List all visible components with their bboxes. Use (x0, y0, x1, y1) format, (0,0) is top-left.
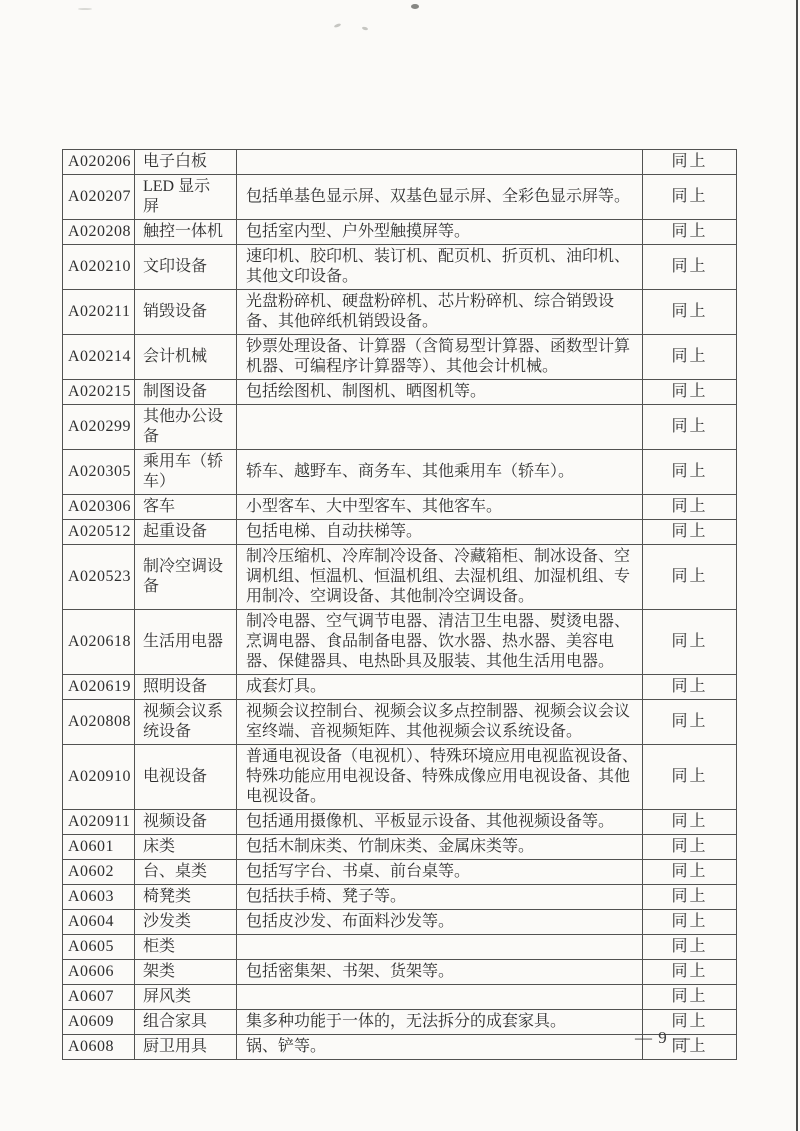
code-cell: A0607 (63, 985, 135, 1010)
desc-cell (237, 405, 643, 450)
code-cell: A020619 (63, 675, 135, 700)
procurement-category-table (62, 149, 737, 1060)
desc-cell: 钞票处理设备、计算器（含简易型计算器、函数型计算机器、可编程序计算器等）、其他会计机械。 (237, 335, 643, 380)
code-cell: A020618 (63, 610, 135, 675)
name-cell: 乘用车（轿车） (135, 450, 237, 495)
table-row (63, 175, 737, 220)
desc-cell (237, 150, 643, 175)
note-cell: 同上 (643, 175, 737, 220)
code-cell: A020214 (63, 335, 135, 380)
desc-cell: 包括扶手椅、凳子等。 (237, 885, 643, 910)
desc-cell: 包括电梯、自动扶梯等。 (237, 520, 643, 545)
table-row (63, 520, 737, 545)
scanner-edge-line (796, 0, 798, 1131)
note-cell: 同上 (643, 245, 737, 290)
desc-cell: 包括写字台、书桌、前台桌等。 (237, 860, 643, 885)
note-cell: 同上 (643, 220, 737, 245)
code-cell: A0603 (63, 885, 135, 910)
table-row (63, 245, 737, 290)
table-row (63, 495, 737, 520)
code-cell: A020215 (63, 380, 135, 405)
code-cell: A020808 (63, 700, 135, 745)
code-cell: A020305 (63, 450, 135, 495)
note-cell: 同上 (643, 380, 737, 405)
table-row (63, 335, 737, 380)
name-cell: 视频设备 (135, 810, 237, 835)
name-cell: 厨卫用具 (135, 1035, 237, 1060)
code-cell: A020211 (63, 290, 135, 335)
table-row (63, 745, 737, 810)
desc-cell: 制冷压缩机、冷库制冷设备、冷藏箱柜、制冰设备、空调机组、恒温机、恒温机组、去湿机组、加湿机组、专用制冷、空调设备、其他制冷空调设备。 (237, 545, 643, 610)
desc-cell: 速印机、胶印机、装订机、配页机、折页机、油印机、其他文印设备。 (237, 245, 643, 290)
name-cell: 台、桌类 (135, 860, 237, 885)
desc-cell: 普通电视设备（电视机）、特殊环境应用电视监视设备、特殊功能应用电视设备、特殊成像应用电视设备、其他电视设备。 (237, 745, 643, 810)
page-number: — 9 — (635, 1028, 691, 1047)
name-cell: 电视设备 (135, 745, 237, 810)
code-cell: A0604 (63, 910, 135, 935)
note-cell: 同上 (643, 450, 737, 495)
table-row (63, 675, 737, 700)
name-cell: 触控一体机 (135, 220, 237, 245)
desc-cell (237, 935, 643, 960)
name-cell: 椅凳类 (135, 885, 237, 910)
desc-cell: 包括单基色显示屏、双基色显示屏、全彩色显示屏等。 (237, 175, 643, 220)
desc-cell: 包括通用摄像机、平板显示设备、其他视频设备等。 (237, 810, 643, 835)
note-cell: 同上 (643, 495, 737, 520)
scan-artifact (334, 23, 342, 28)
name-cell: 视频会议系统设备 (135, 700, 237, 745)
note-cell: 同上 (643, 675, 737, 700)
note-cell: 同上 (643, 545, 737, 610)
name-cell: 屏风类 (135, 985, 237, 1010)
table-row (63, 405, 737, 450)
note-cell: 同上 (643, 860, 737, 885)
note-cell: 同上 (643, 985, 737, 1010)
table-row (63, 380, 737, 405)
name-cell: 电子白板 (135, 150, 237, 175)
desc-cell: 轿车、越野车、商务车、其他乘用车（轿车）。 (237, 450, 643, 495)
note-cell: 同上 (643, 290, 737, 335)
code-cell: A020206 (63, 150, 135, 175)
note-cell: 同上 (643, 700, 737, 745)
code-cell: A020910 (63, 745, 135, 810)
name-cell: 组合家具 (135, 1010, 237, 1035)
desc-cell: 光盘粉碎机、硬盘粉碎机、芯片粉碎机、综合销毁设备、其他碎纸机销毁设备。 (237, 290, 643, 335)
scan-artifact (411, 4, 419, 9)
desc-cell: 视频会议控制台、视频会议多点控制器、视频会议会议室终端、音视频矩阵、其他视频会议系统设备。 (237, 700, 643, 745)
code-cell: A0608 (63, 1035, 135, 1060)
table-row (63, 700, 737, 745)
note-cell: 同上 (643, 150, 737, 175)
note-cell: 同上 (643, 1035, 737, 1060)
scan-artifact (78, 8, 92, 10)
code-cell: A0602 (63, 860, 135, 885)
note-cell: 同上 (643, 960, 737, 985)
note-cell: 同上 (643, 935, 737, 960)
name-cell: 生活用电器 (135, 610, 237, 675)
table-row (63, 985, 737, 1010)
table-row (63, 910, 737, 935)
table-row (63, 290, 737, 335)
code-cell: A020306 (63, 495, 135, 520)
name-cell: 会计机械 (135, 335, 237, 380)
code-cell: A0601 (63, 835, 135, 860)
name-cell: 制冷空调设备 (135, 545, 237, 610)
table-row (63, 935, 737, 960)
note-cell: 同上 (643, 405, 737, 450)
code-cell: A020207 (63, 175, 135, 220)
table-row (63, 220, 737, 245)
code-cell: A020911 (63, 810, 135, 835)
name-cell: 销毁设备 (135, 290, 237, 335)
desc-cell: 锅、铲等。 (237, 1035, 643, 1060)
desc-cell: 包括皮沙发、布面料沙发等。 (237, 910, 643, 935)
code-cell: A0605 (63, 935, 135, 960)
desc-cell (237, 985, 643, 1010)
desc-cell: 包括密集架、书架、货架等。 (237, 960, 643, 985)
code-cell: A020208 (63, 220, 135, 245)
name-cell: 架类 (135, 960, 237, 985)
desc-cell: 包括室内型、户外型触摸屏等。 (237, 220, 643, 245)
name-cell: 客车 (135, 495, 237, 520)
name-cell: 制图设备 (135, 380, 237, 405)
desc-cell: 集多种功能于一体的，无法拆分的成套家具。 (237, 1010, 643, 1035)
note-cell: 同上 (643, 835, 737, 860)
name-cell: 起重设备 (135, 520, 237, 545)
note-cell: 同上 (643, 810, 737, 835)
table-row (63, 860, 737, 885)
desc-cell: 小型客车、大中型客车、其他客车。 (237, 495, 643, 520)
note-cell: 同上 (643, 335, 737, 380)
note-cell: 同上 (643, 610, 737, 675)
note-cell: 同上 (643, 910, 737, 935)
table-row (63, 610, 737, 675)
name-cell: 文印设备 (135, 245, 237, 290)
name-cell: 沙发类 (135, 910, 237, 935)
table-row (63, 960, 737, 985)
table-row (63, 150, 737, 175)
name-cell: LED 显示屏 (135, 175, 237, 220)
note-cell: 同上 (643, 520, 737, 545)
category-table-body (63, 150, 737, 1060)
code-cell: A020512 (63, 520, 135, 545)
desc-cell: 制冷电器、空气调节电器、清洁卫生电器、熨烫电器、烹调电器、食品制备电器、饮水器、热水器、美容电器、保健器具、电热卧具及服装、其他生活用电器。 (237, 610, 643, 675)
table-row (63, 835, 737, 860)
table-row (63, 450, 737, 495)
code-cell: A020210 (63, 245, 135, 290)
note-cell: 同上 (643, 1010, 737, 1035)
note-cell: 同上 (643, 885, 737, 910)
desc-cell: 包括绘图机、制图机、晒图机等。 (237, 380, 643, 405)
name-cell: 柜类 (135, 935, 237, 960)
desc-cell: 包括木制床类、竹制床类、金属床类等。 (237, 835, 643, 860)
code-cell: A0609 (63, 1010, 135, 1035)
name-cell: 床类 (135, 835, 237, 860)
name-cell: 照明设备 (135, 675, 237, 700)
table-row (63, 545, 737, 610)
scan-artifact (362, 26, 369, 30)
note-cell: 同上 (643, 745, 737, 810)
code-cell: A0606 (63, 960, 135, 985)
desc-cell: 成套灯具。 (237, 675, 643, 700)
code-cell: A020523 (63, 545, 135, 610)
code-cell: A020299 (63, 405, 135, 450)
table-row (63, 885, 737, 910)
name-cell: 其他办公设备 (135, 405, 237, 450)
table-row (63, 810, 737, 835)
